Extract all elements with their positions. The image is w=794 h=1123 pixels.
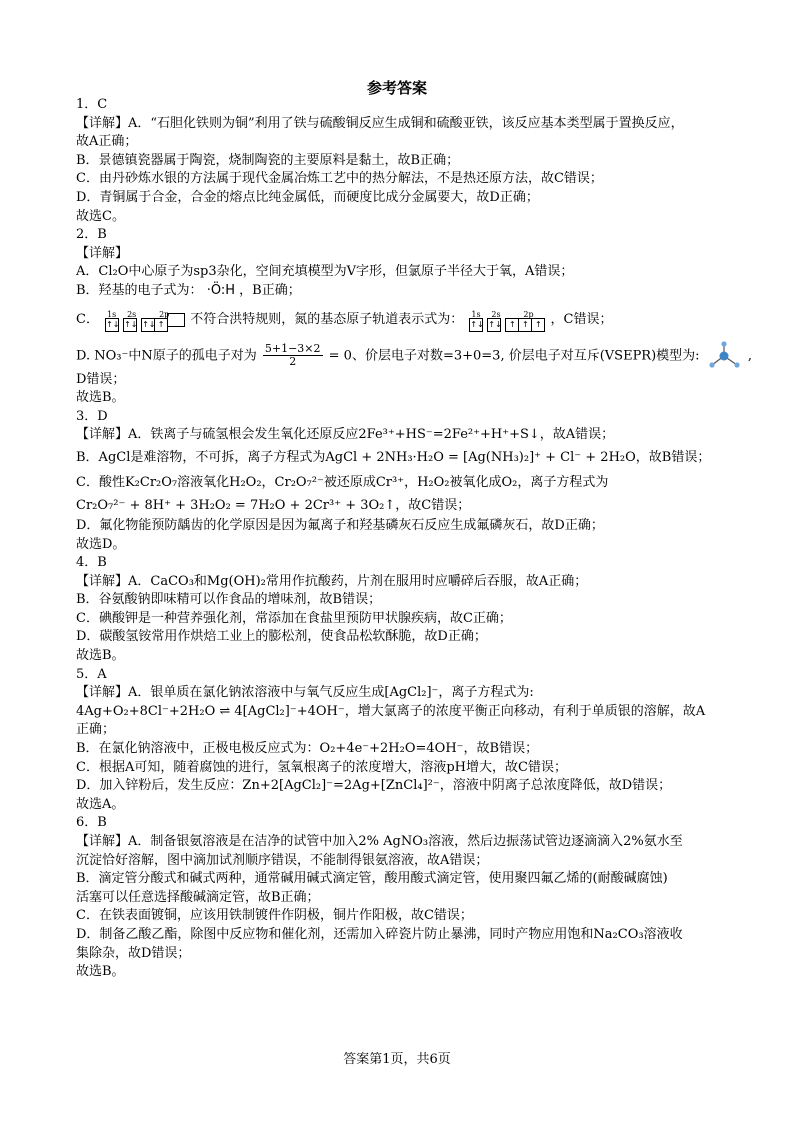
orbital-box: ↑↓	[141, 318, 155, 332]
q6-line: 故选B。	[76, 964, 125, 980]
q6-line: 【详解】A．制备银氨溶液是在洁净的试管中加入2% AgNO₃溶液，然后边振荡试管边逐滴滴入2%氨水至	[76, 834, 683, 849]
q4-line: D．碳酸氢铵常用作烘焙工业上的膨松剂，使食品松软酥脆，故D正确；	[76, 629, 487, 645]
q2-c-text-end: ，C错误；	[550, 311, 613, 327]
q2-c-text: C．	[76, 311, 99, 327]
q2-number: 2．B	[76, 227, 107, 243]
orbital-box	[167, 313, 185, 327]
q6-line: 集除杂，故D错误；	[76, 945, 191, 961]
q2-line: 故选B。	[76, 390, 125, 406]
vsepr-trigonal-model-icon	[704, 341, 744, 371]
q1-number: 1．C	[76, 97, 108, 112]
q1-line: D．青铜属于合金，合金的熔点比纯金属低，而硬度比成分金属要大，故D正确；	[76, 189, 539, 205]
q3-line: C．酸性K₂Cr₂O₇溶液氧化H₂O₂，Cr₂O₇²⁻被还原成Cr³⁺，H₂O₂被氧化成O₂，离子方程式为	[76, 474, 609, 490]
q3-number: 3．D	[76, 408, 108, 424]
wrong-orbital-diagram	[105, 309, 184, 339]
orbital-label-1s: 1s	[471, 309, 481, 319]
q2-line-b	[76, 282, 724, 301]
lone-pair-fraction	[263, 343, 323, 368]
q6-line: B．滴定管分酸式和碱式两种，通常碱用碱式滴定管，酸用酸式滴定管，使用聚四氟乙烯的(耐酸碱腐蚀)	[76, 871, 668, 887]
q2-line: D错误；	[76, 371, 126, 387]
q3-line: 【详解】A．铁离子与硫氢根会发生氧化还原反应2Fe³⁺+HS⁻=2Fe²⁺+H⁺+S↓，故A错误；	[76, 427, 615, 443]
q1-line: B．景德镇瓷器属于陶瓷，烧制陶瓷的主要原料是黏土，故B正确；	[76, 152, 460, 168]
orbital-label-2p: 2p	[159, 309, 170, 319]
q3-line: 故选D。	[76, 536, 126, 552]
q4-line: 故选B。	[76, 648, 125, 664]
q3-line: B．AgCl是难溶物，不可拆，离子方程式为AgCl + 2NH₃·H₂O = [Ag(NH₃)₂]⁺ + Cl⁻ + 2H₂O，故B错误；	[76, 449, 711, 465]
q3-line: D．氟化物能预防龋齿的化学原因是因为氟离子和羟基磷灰石反应生成氟磷灰石，故D正确；	[76, 517, 604, 533]
q6-line: 活塞可以任意选择酸碱滴定管，故B正确；	[76, 889, 320, 905]
page-title: 参考答案	[366, 79, 427, 97]
q2-d-text: D. NO₃⁻中N原子的孤电子对为	[76, 348, 257, 364]
orbital-label-2p: 2p	[523, 309, 534, 319]
q5-line: 【详解】A．银单质在氯化钠浓溶液中与氧气反应生成[AgCl₂]⁻，离子方程式为:	[76, 685, 534, 701]
q4-number: 4．B	[76, 555, 107, 571]
q6-line: D．制备乙酸乙酯，除图中反应物和催化剂，还需加入碎瓷片防止暴沸，同时产物应用饱和Na₂CO₃溶液收	[76, 926, 683, 942]
orbital-box: ↑↓	[105, 318, 119, 332]
q3-line: Cr₂O₇²⁻ + 8H⁺ + 3H₂O₂ = 7H₂O + 2Cr³⁺ + 3O₂↑，故C错误；	[76, 497, 471, 513]
q2-b-text-end: ，B正确；	[239, 282, 301, 298]
orbital-label-2s: 2s	[127, 309, 137, 319]
q1-line: 故选C。	[76, 208, 125, 224]
orbital-box: ↑	[531, 318, 545, 332]
orbital-label-1s: 1s	[107, 309, 117, 319]
hydroxyl-electron-formula: ·Ö:H	[206, 282, 235, 298]
q5-line: 正确；	[76, 722, 116, 738]
q2-line: A．Cl₂O中心原子为sp3杂化，空间充填模型为V字形，但氯原子半径大于氧，A错误；	[76, 264, 574, 280]
q2-d-text-mid: = 0、价层电子对数=3+0=3, 价层电子对互斥(VSEPR)模型为:	[328, 348, 700, 364]
q5-line: 4Ag+O₂+8Cl⁻+2H₂O ⇌ 4[AgCl₂]⁻+4OH⁻，增大氯离子的浓度平衡正向移动，有利于单质银的溶解，故A	[76, 703, 706, 719]
q5-line: C．根据A可知，随着腐蚀的进行，氢氧根离子的浓度增大，溶液pH增大，故C错误；	[76, 759, 567, 775]
answer-content	[76, 96, 752, 982]
q2-line-d	[76, 341, 752, 371]
q5-number: 5．A	[76, 666, 107, 682]
orbital-box: ↑↓	[469, 318, 483, 332]
q2-c-text-mid: 不符合洪特规则，氮的基态原子轨道表示式为：	[190, 311, 464, 327]
q5-line: 故选A。	[76, 796, 125, 812]
q6-number: 6．B	[76, 815, 107, 831]
orbital-label-2s: 2s	[491, 309, 501, 319]
q4-line: B．谷氨酸钠即味精可以作食品的增味剂，故B错误；	[76, 592, 382, 608]
q6-line: 沉淀恰好溶解，图中滴加试剂顺序错误，不能制得银氨溶液，故A错误；	[76, 852, 489, 868]
orbital-box: ↑↓	[123, 318, 137, 332]
orbital-box: ↑	[154, 318, 168, 332]
orbital-box: ↑	[518, 318, 532, 332]
q4-line: C．碘酸钾是一种营养强化剂，常添加在食盐里预防甲状腺疾病，故C正确；	[76, 610, 512, 626]
page-footer: 答案第1页，共6页	[343, 1052, 451, 1067]
correct-orbital-diagram	[469, 309, 544, 339]
q4-line: 【详解】A．CaCO₃和Mg(OH)₂常用作抗酸药，片剂在服用时应嚼碎后吞服，故A正确；	[76, 573, 588, 589]
q6-line: C．在铁表面镀铜，应该用铁制镀件作阴极，铜片作阳极，故C错误；	[76, 908, 473, 924]
q2-b-text: B．羟基的电子式为：	[76, 282, 203, 298]
q2-line-c	[76, 301, 724, 335]
q1-line: 故A正确；	[76, 134, 138, 150]
fraction-numerator: 5+1−3×2	[264, 342, 321, 356]
fraction-denominator: 2	[289, 355, 297, 369]
q2-line: 【详解】	[76, 245, 129, 261]
q1-line: 【详解】A．“石胆化铁则为铜”利用了铁与硫酸铜反应生成铜和硫酸亚铁，该反应基本类型属于置换反应，	[76, 115, 684, 131]
q1-line: C．由丹砂炼水银的方法属于现代金属冶炼工艺中的热分解法，不是热还原方法，故C错误；	[76, 171, 603, 187]
q5-line: B．在氯化钠溶液中，正极电极反应式为：O₂+4e⁻+2H₂O=4OH⁻，故B错误；	[76, 741, 539, 757]
q5-line: D．加入锌粉后，发生反应：Zn+2[AgCl₂]⁻=2Ag+[ZnCl₄]²⁻，溶液中阴离子总浓度降低，故D错误；	[76, 778, 672, 794]
orbital-box: ↑↓	[487, 318, 501, 332]
orbital-box: ↑	[505, 318, 519, 332]
q2-d-text-end: ,	[747, 348, 752, 364]
